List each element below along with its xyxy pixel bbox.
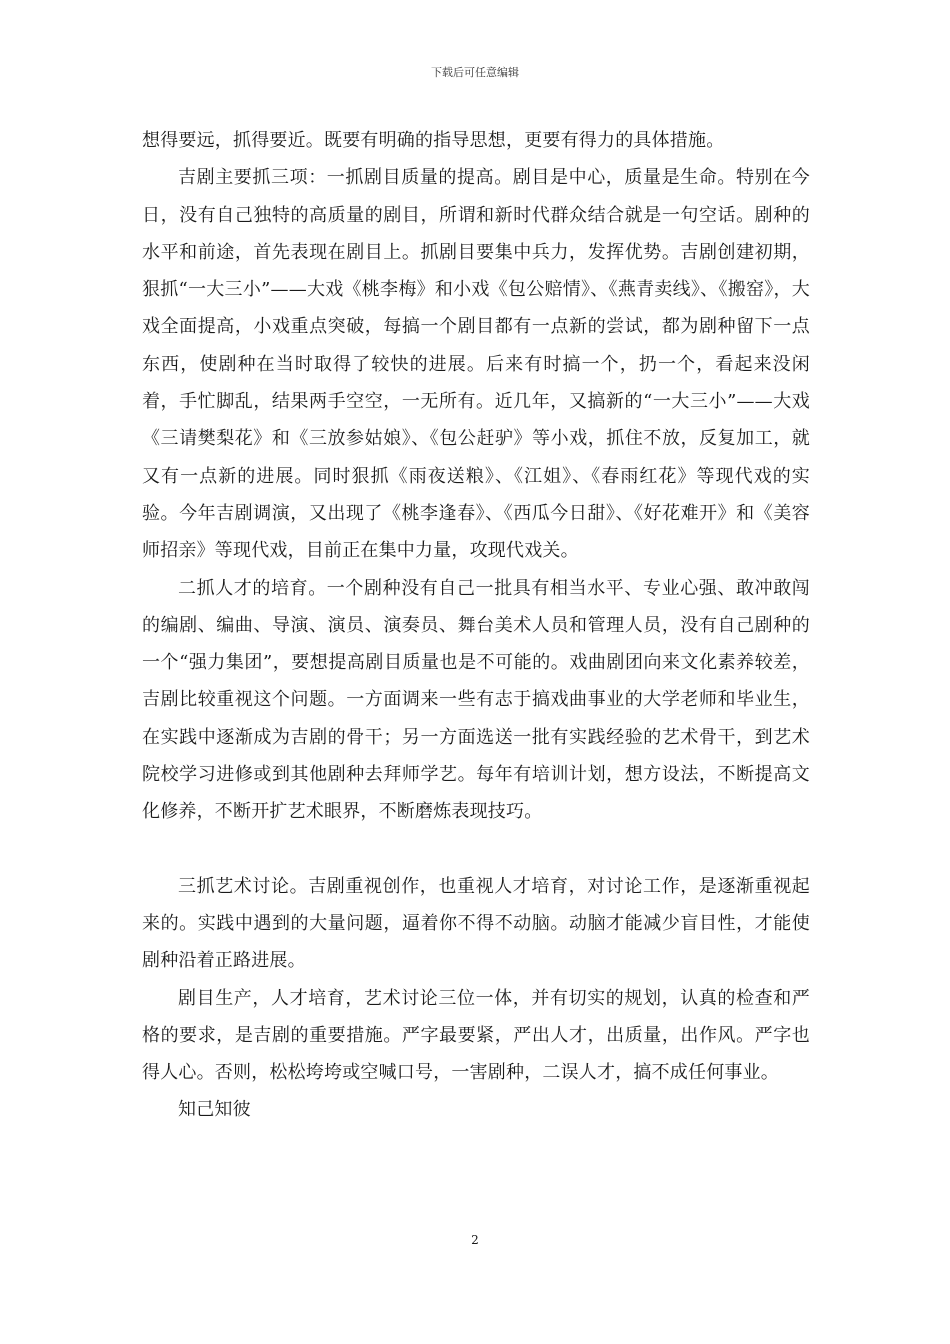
page-header: 下载后可任意编辑 [431,66,519,79]
document-body [142,122,810,1129]
section-heading: 知己知彼 [178,1099,251,1121]
paragraph-2: 吉剧主要抓三项：一抓剧目质量的提高。剧目是中心，质量是生命。特别在今日，没有自己独特的高质量的剧目，所谓和新时代群众结合就是一句空话。剧种的水平和前途，首先表现在剧目上。抓剧目要集中兵力，发挥优势。吉剧创建初期，狠抓“一大三小”——大戏《桃李梅》和小戏《包公赔情》、《燕青卖线》、《搬窑》，大戏全面提高，小戏重点突破，每搞一个剧目都有一点新的尝试，都为剧种留下一点东西，使剧种在当时取得了较快的进展。后来有时搞一个，扔一个，看起来没闲着，手忙脚乱，结果两手空空，一无所有。近几年，又搞新的“一大三小”——大戏《三请樊梨花》和《三放参姑娘》、《包公赶驴》等小戏，抓住不放，反复加工，就又有一点新的进展。同时狠抓《雨夜送粮》、《江姐》、《春雨红花》等现代戏的实验。今年吉剧调演，又出现了《桃李逢春》、《西瓜今日甜》、《好花难开》和《美容师招亲》等现代戏，目前正在集中力量，攻现代戏关。 [142,167,810,562]
paragraph-4: 三抓艺术讨论。吉剧重视创作，也重视人才培育，对讨论工作，是逐渐重视起来的。实践中遇到的大量问题，逼着你不得不动脑。动脑才能减少盲目性，才能使剧种沿着正路进展。 [142,875,810,972]
page-number: 2 [471,1233,479,1247]
blank-line [142,831,810,868]
paragraph-1: 想得要远，抓得要近。既要有明确的指导思想，更要有得力的具体措施。 [142,130,725,151]
paragraph-5: 剧目生产，人才培育，艺术讨论三位一体，并有切实的规划，认真的检查和严格的要求，是吉剧的重要措施。严字最要紧，严出人才，出质量，出作风。严字也得人心。否则，松松垮垮或空喊口号，一害剧种，二误人才，搞不成任何事业。 [142,987,810,1084]
paragraph-3: 二抓人才的培育。一个剧种没有自己一批具有相当水平、专业心强、敢冲敢闯的编剧、编曲、导演、演员、演奏员、舞台美术人员和管理人员，没有自己剧种的一个“强力集团”，要想提高剧目质量也是不可能的。戏曲剧团向来文化素养较差，吉剧比较重视这个问题。一方面调来一些有志于搞戏曲事业的大学老师和毕业生，在实践中逐渐成为吉剧的骨干；另一方面选送一批有实践经验的艺术骨干，到艺术院校学习进修或到其他剧种去拜师学艺。每年有培训计划，想方设法，不断提高文化修养，不断开扩艺术眼界，不断磨炼表现技巧。 [142,577,810,823]
